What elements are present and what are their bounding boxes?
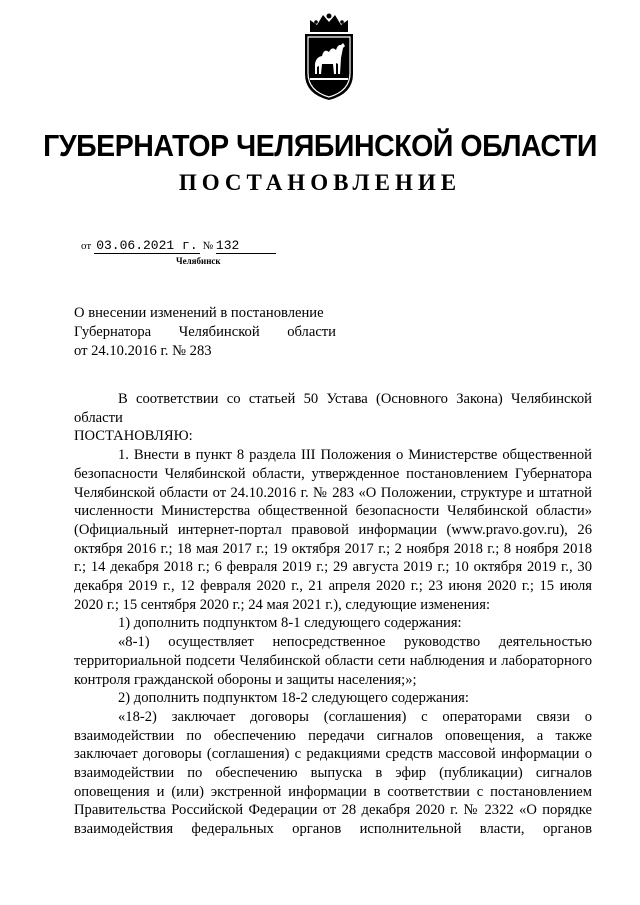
document-number: 132: [215, 238, 240, 253]
document-date: 03.06.2021 г.: [96, 238, 198, 253]
city-label: Челябинск: [176, 256, 221, 266]
organization-title: ГУБЕРНАТОР ЧЕЛЯБИНСКОЙ ОБЛАСТИ: [43, 128, 597, 163]
item-1-paragraph: 1. Внести в пункт 8 раздела III Положения о Министерстве общественной безопасности Челябинской области, утвержденное постановлением Губернатора Челябинской области от 24.10.2016 г. № 283 «О Положении, структуре и штатной численности Министерства общественной безопасности Челябинской области» (Официальный интернет-портал правовой информации (www.pravo.gov.ru), 26 октября 2016 г.; 18 мая 2017 г.; 19 октября 2017 г.; 2 ноября 2018 г.; 8 ноября 2018 г.; 14 декабря 2018 г.; 6 февраля 2019 г.; 29 августа 2019 г.; 10 октября 2019 г., 30 декабря 2019 г., 12 февраля 2020 г., 21 апреля 2020 г.; 23 июня 2020 г.; 15 июля 2020 г.; 15 сентября 2020 г.; 24 мая 2021 г.), следующие изменения:: [74, 447, 592, 613]
subject-line: О внесении изменений в постановление: [74, 305, 324, 321]
subitem-1-text: «8-1) осуществляет непосредственное руководство деятельностью территориальной подсети Челябинской области сети наблюдения и лабораторного контроля гражданской обороны и защиты населения;»;: [74, 634, 592, 688]
number-field: [216, 238, 276, 254]
date-field: [94, 238, 200, 254]
number-label: №: [202, 240, 214, 252]
subject-line: от 24.10.2016 г. № 283: [74, 343, 212, 359]
resolve-heading: ПОСТАНОВЛЯЮ:: [74, 428, 193, 445]
date-label: от: [81, 240, 92, 252]
subitem-2-text: «18-2) заключает договоры (соглашения) с операторами связи о взаимодействии по обеспечению передачи сигналов оповещения, а также заключает договоры (соглашения) с редакциями средств массовой информации о взаимодействии по обеспечению выпуска в эфир (публикации) сигналов оповещения и (или) экстренной информации в соответствии с постановлением Правительства Российской Федерации от 28 декабря 2020 г. № 2322 «О порядке взаимодействия федеральных органов исполнительной власти, органов: [74, 708, 592, 838]
document-body: [74, 390, 592, 839]
document-dateline: [81, 238, 276, 254]
preamble-paragraph: В соответствии со статьей 50 Устава (Основного Закона) Челябинской области: [74, 391, 592, 426]
document-subject: [74, 304, 336, 361]
coat-of-arms-icon: [296, 12, 362, 102]
subitem-2-heading: 2) дополнить подпунктом 18-2 следующего содержания:: [118, 690, 469, 707]
document-type: ПОСТАНОВЛЕНИЕ: [178, 170, 462, 195]
subject-line: Губернатора Челябинской области: [74, 324, 336, 340]
subitem-1-heading: 1) дополнить подпунктом 8-1 следующего содержания:: [118, 615, 462, 632]
